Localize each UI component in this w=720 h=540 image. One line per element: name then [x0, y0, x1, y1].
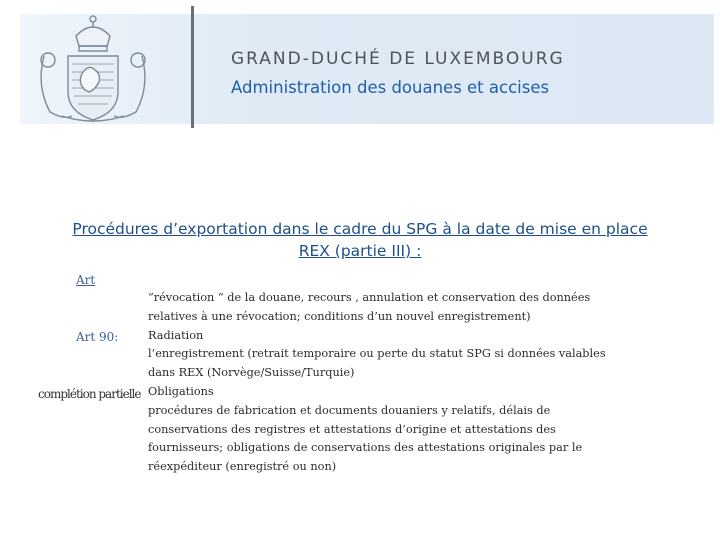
- text-line: l’enregistrement (retrait temporaire ou perte du statut SPG si données valables: [148, 347, 606, 361]
- text-line: Obligations: [148, 384, 214, 398]
- article-label: Art 90:: [76, 330, 119, 344]
- header-divider: [191, 6, 194, 128]
- text-line: Radiation: [148, 328, 204, 342]
- text-line: réexpéditeur (enregistré ou non): [148, 460, 337, 474]
- text-line: dans REX (Norvège/Suisse/Turquie): [148, 366, 355, 380]
- text-line: fournisseurs; obligations de conservations des attestations originales par le: [148, 441, 583, 455]
- article-text: [148, 289, 693, 477]
- text-line: procédures de fabrication et documents douaniers y relatifs, délais de: [148, 403, 551, 417]
- coat-of-arms-icon: [28, 10, 158, 124]
- text-line: relatives à une révocation; conditions d’un nouvel enregistrement): [148, 309, 531, 323]
- article-label: complétion partielle: [38, 387, 141, 401]
- slide-title: Procédures d’exportation dans le cadre du SPG à la date de mise en place REX (partie III) :: [72, 220, 648, 260]
- agency-title: GRAND-DUCHÉ DE LUXEMBOURG: [231, 49, 565, 69]
- article-label: Art: [76, 273, 96, 287]
- text-line: conservations des registres et attestations d’origine et attestations des: [148, 422, 556, 436]
- agency-subtitle: Administration des douanes et accises: [231, 78, 550, 97]
- text-line: “révocation “ de la douane, recours , annulation et conservation des données: [148, 291, 591, 304]
